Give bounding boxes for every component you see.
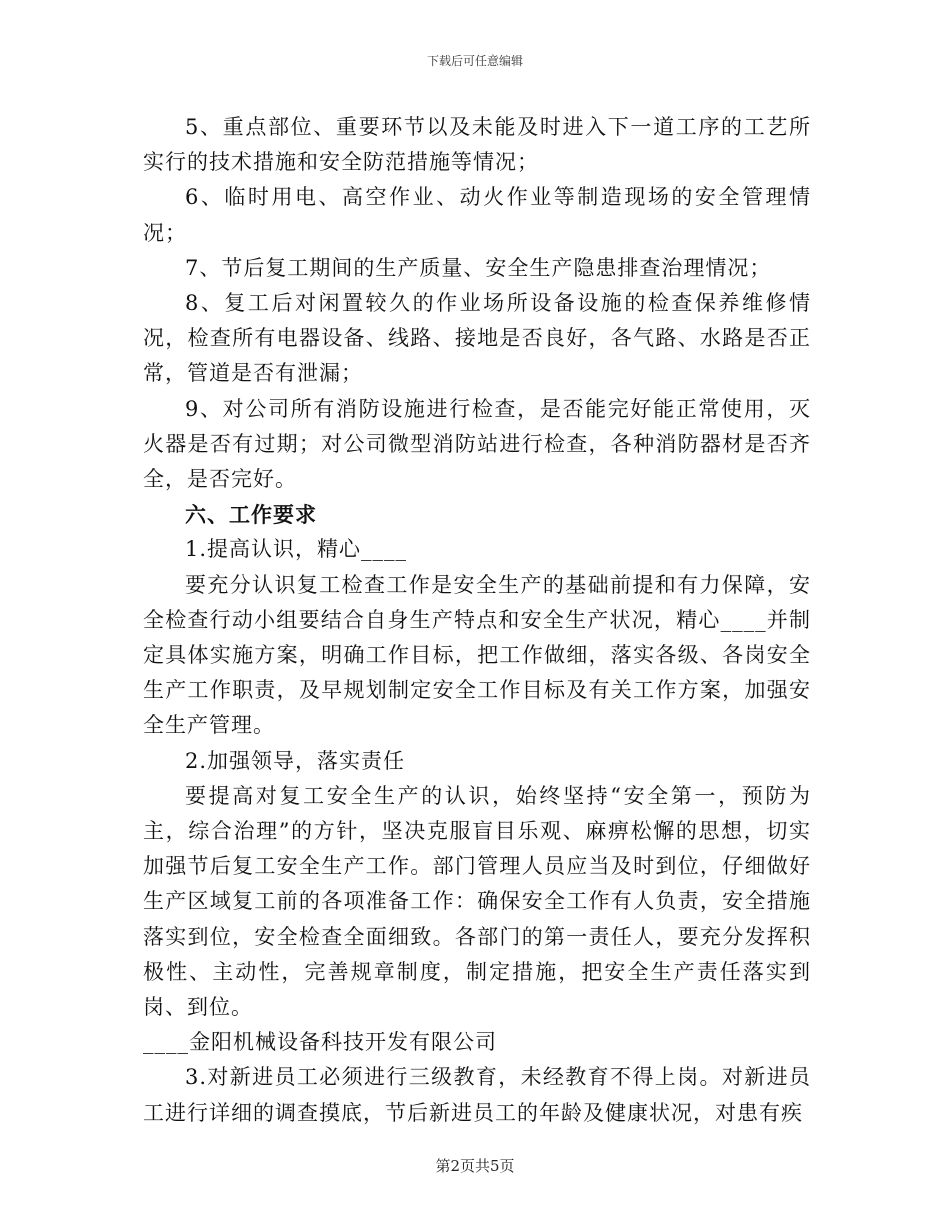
paragraph-body-1: 要充分认识复工检查工作是安全生产的基础前提和有力保障，安全检查行动小组要结合自身生产特点和安全生产状况，精心____并制定具体实施方案，明确工作目标，把工作做细，落实各级、各岗安全生产工作职责，及早规划制定安全工作目标及有关工作方案，加强安全生产管理。 (143, 572, 811, 738)
paragraph-item-3: 3.对新进员工必须进行三级教育，未经教育不得上岗。对新进员工进行详细的调查摸底，节后新进员工的年龄及健康状况，对患有疾 (143, 1065, 811, 1125)
paragraph-item-9: 9、对公司所有消防设施进行检查，是否能完好能正常使用，灭火器是否有过期；对公司微型消防站进行检查，各种消防器材是否齐全，是否完好。 (143, 396, 811, 492)
subheading-1: 1.提高认识，精心____ (185, 537, 408, 562)
company-line: ____金阳机械设备科技开发有限公司 (143, 1030, 497, 1055)
document-body (143, 110, 811, 1131)
page-header: 下载后可任意编辑 (426, 54, 523, 68)
paragraph-item-6: 6、临时用电、高空作业、动火作业等制造现场的安全管理情况； (143, 185, 811, 245)
subheading-2: 2.加强领导，落实责任 (185, 748, 406, 773)
paragraph-body-2: 要提高对复工安全生产的认识，始终坚持“安全第一，预防为主，综合治理”的方针，坚决克服盲目乐观、麻痹松懈的思想，切实加强节后复工安全生产工作。部门管理人员应当及时到位，仔细做好生产区域复工前的各项准备工作：确保安全工作有人负责，安全措施落实到位，安全检查全面细致。各部门的第一责任人，要充分发挥积极性、主动性，完善规章制度，制定措施，把安全生产责任落实到岗、到位。 (143, 783, 811, 1020)
section-heading: 六、工作要求 (185, 502, 317, 528)
paragraph-item-8: 8、复工后对闲置较久的作业场所设备设施的检查保养维修情况，检查所有电器设备、线路、接地是否良好，各气路、水路是否正常，管道是否有泄漏； (143, 291, 811, 386)
page-number: 第2页共5页 (435, 1157, 515, 1175)
paragraph-item-5: 5、重点部位、重要环节以及未能及时进入下一道工序的工艺所实行的技术措施和安全防范措施等情况； (143, 115, 811, 175)
paragraph-item-7: 7、节后复工期间的生产质量、安全生产隐患排查治理情况； (185, 255, 772, 280)
